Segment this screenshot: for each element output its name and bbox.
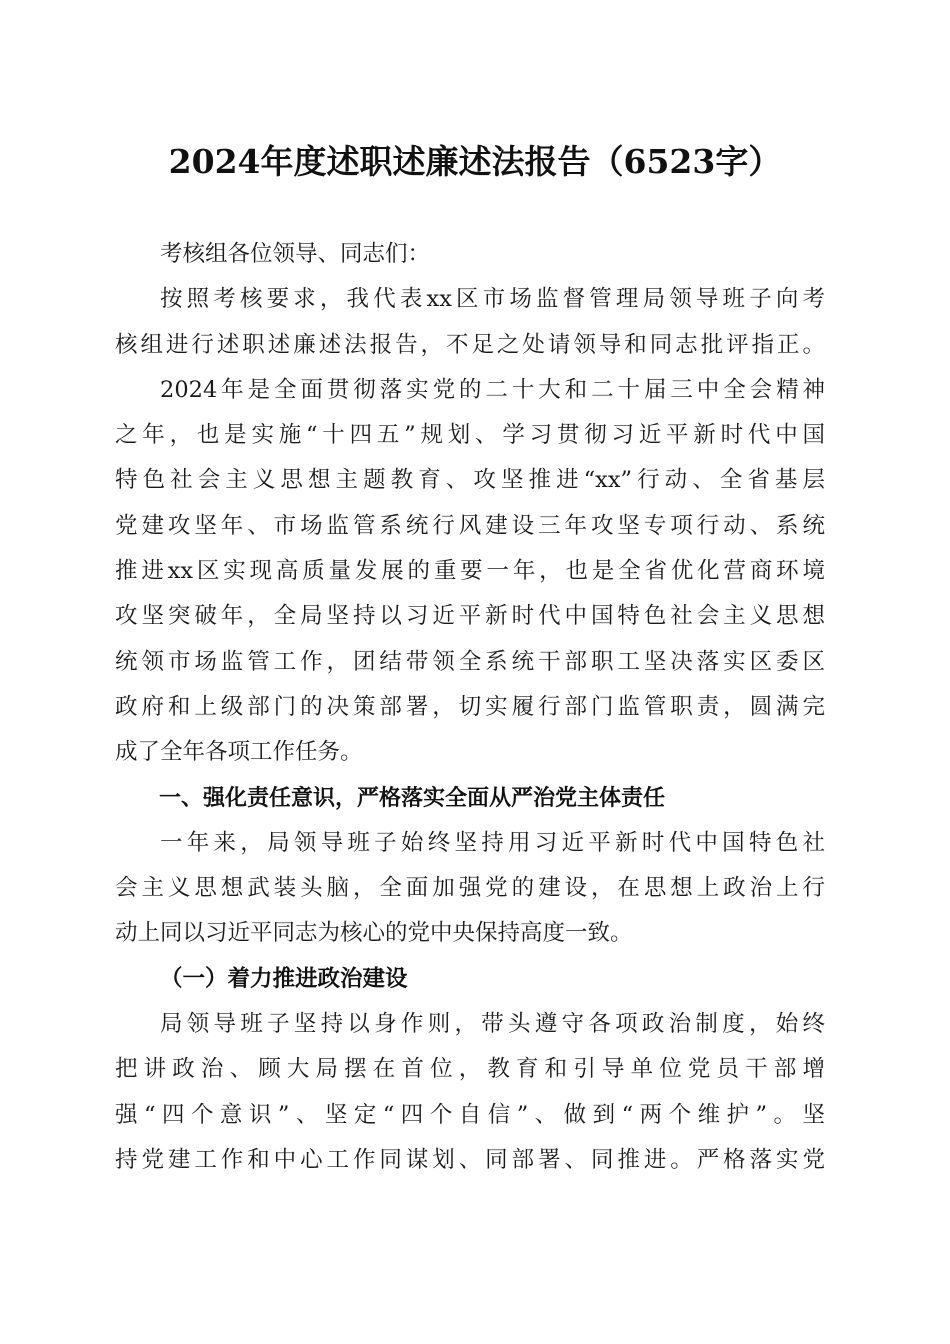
text-line: 推进xx区实现高质量发展的重要一年，也是全省优化营商环境 — [115, 558, 825, 585]
text-line: 成了全年各项工作任务。 — [115, 739, 363, 766]
text-line: 攻坚突破年，全局坚持以习近平新时代中国特色社会主义思想 — [115, 603, 825, 630]
text-line: 党建攻坚年、市场监管系统行风建设三年攻坚专项行动、系统 — [115, 512, 825, 539]
subsection1-paragraph — [115, 1002, 825, 1183]
text-line: 持党建工作和中心工作同谋划、同部署、同推进。严格落实党 — [115, 1146, 825, 1173]
text-line: 特色社会主义思想主题教育、攻坚推进“xx”行动、全省基层 — [115, 467, 825, 494]
text-line: 2024年是全面贯彻落实党的二十大和二十届三中全会精神 — [160, 376, 825, 403]
text-line: 政府和上级部门的决策部署，切实履行部门监管职责，圆满完 — [115, 693, 825, 720]
text-line: 动上同以习近平同志为核心的党中央保持高度一致。 — [115, 920, 633, 947]
text-line: 会主义思想武装头脑，全面加强党的建设，在思想上政治上行 — [115, 875, 825, 902]
text-line: 局领导班子坚持以身作则，带头遵守各项政治制度，始终 — [160, 1011, 825, 1038]
salutation-paragraph — [115, 232, 825, 277]
intro-paragraph — [115, 277, 825, 368]
subsection-heading: （一）着力推进政治建设 — [160, 965, 408, 992]
text-line: 统领市场监管工作，团结带领全系统干部职工坚决落实区委区 — [115, 648, 825, 675]
text-line: 之年，也是实施“十四五”规划、学习贯彻习近平新时代中国 — [115, 422, 825, 449]
text-line: 强“四个意识”、坚定“四个自信”、做到“两个维护”。坚 — [115, 1101, 825, 1128]
text-line: 一年来，局领导班子始终坚持用习近平新时代中国特色社 — [160, 829, 825, 856]
document-body — [115, 232, 825, 1183]
text-line: 核组进行述职述廉述法报告，不足之处请领导和同志批评指正。 — [115, 331, 825, 358]
text-line: 把讲政治、顾大局摆在首位，教育和引导单位党员干部增 — [115, 1056, 825, 1083]
overview-paragraph — [115, 368, 825, 776]
salutation: 考核组各位领导、同志们： — [160, 241, 431, 267]
section-heading: 一、强化责任意识，严格落实全面从严治党主体责任 — [159, 785, 666, 811]
section1-paragraph — [115, 821, 825, 957]
text-line: 按照考核要求，我代表xx区市场监督管理局领导班子向考 — [160, 286, 825, 313]
document-title: 2024年度述职述廉述法报告（6523字） — [168, 142, 782, 181]
